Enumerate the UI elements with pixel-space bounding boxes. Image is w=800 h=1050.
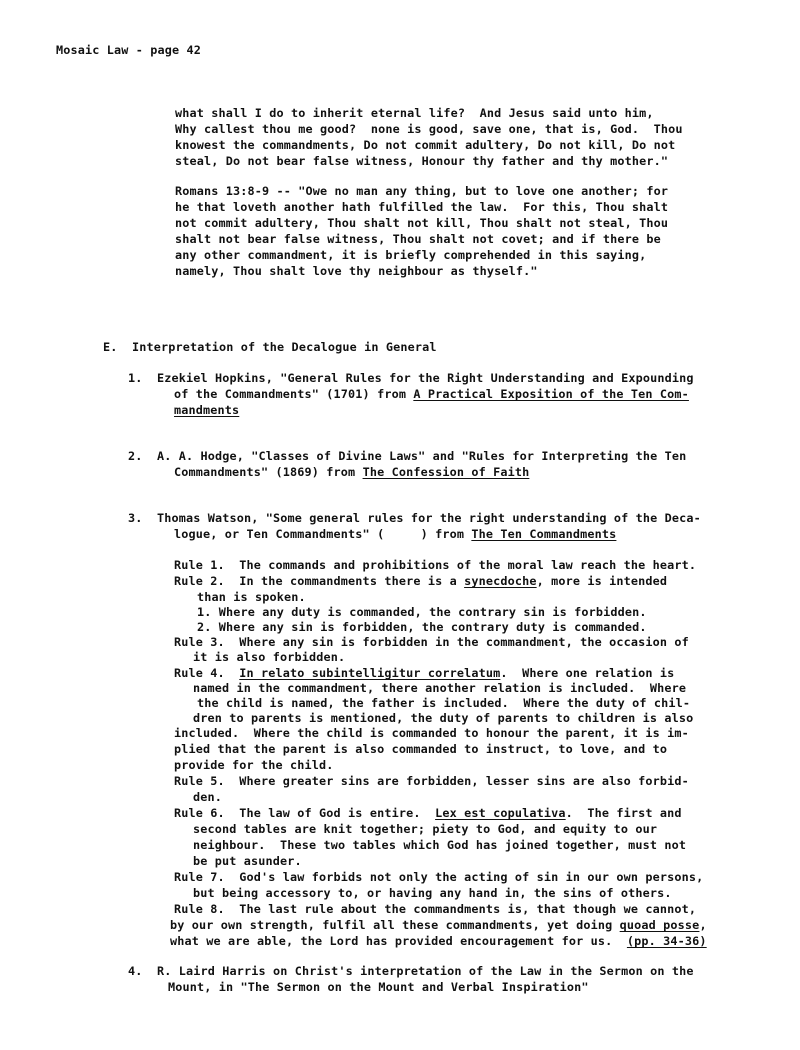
book-title: The Ten Commandments bbox=[471, 527, 617, 541]
rule-line: neighbour. These two tables which God has joined together, must not bbox=[193, 838, 687, 852]
quote-line: what shall I do to inherit eternal life? And Jesus said unto him, bbox=[175, 106, 654, 120]
item-line: 3. Thomas Watson, "Some general rules for the right understanding of the Deca- bbox=[128, 511, 701, 525]
rule-line: plied that the parent is also commanded to instruct, to love, and to bbox=[174, 742, 668, 756]
latin-term: In relato subintelligitur correlatum bbox=[239, 666, 501, 680]
latin-term: quoad posse bbox=[619, 918, 700, 932]
latin-term: synecdoche bbox=[464, 574, 537, 588]
rule-text: , bbox=[699, 918, 707, 932]
rule-text: , more is intended bbox=[536, 574, 668, 588]
item-line: 1. Ezekiel Hopkins, "General Rules for the Right Understanding and Expounding bbox=[128, 371, 694, 385]
rule-7: Rule 7. God's law forbids not only the acting of sin in our own persons, bbox=[174, 870, 704, 884]
rule-1: Rule 1. The commands and prohibitions of the moral law reach the heart. bbox=[174, 558, 697, 572]
rule-line: but being accessory to, or having any hand in, the sins of others. bbox=[193, 886, 672, 900]
item-text: of the Commandments" (1701) from bbox=[174, 387, 414, 401]
item-line: 4. R. Laird Harris on Christ's interpretation of the Law in the Sermon on the bbox=[128, 964, 694, 978]
rule-text: . The first and bbox=[565, 806, 682, 820]
item-line: 2. A. A. Hodge, "Classes of Divine Laws" and "Rules for Interpreting the Ten bbox=[128, 449, 687, 463]
item-text: logue, or Ten Commandments" ( ) from bbox=[174, 527, 472, 541]
rule-text: Rule 2. In the commandments there is a bbox=[174, 574, 465, 588]
book-title: The Confession of Faith bbox=[362, 465, 530, 479]
rule-4 bbox=[174, 665, 674, 681]
rule-text: Rule 4. bbox=[174, 666, 240, 680]
rule-line: second tables are knit together; piety to God, and equity to our bbox=[193, 822, 658, 836]
book-title: A Practical Exposition of the Ten Com- bbox=[413, 387, 689, 401]
rule-line: named in the commandment, there another relation is included. Where bbox=[193, 681, 687, 695]
page-header: Mosaic Law - page 42 bbox=[56, 43, 202, 57]
rule-text: Rule 6. The law of God is entire. bbox=[174, 806, 436, 820]
item-line bbox=[174, 386, 689, 402]
rule-line: than is spoken. bbox=[197, 590, 306, 604]
rule-text: what we are able, the Lord has provided encouragement for us. bbox=[170, 934, 627, 948]
rule-line: included. Where the child is commanded to honour the parent, it is im- bbox=[174, 726, 689, 740]
rule-text: by our own strength, fulfil all these commandments, yet doing bbox=[170, 918, 620, 932]
rule-subpoint: 2. Where any sin is forbidden, the contrary duty is commanded. bbox=[197, 620, 647, 634]
rule-line: provide for the child. bbox=[174, 758, 334, 772]
rule-line: den. bbox=[193, 790, 223, 804]
rule-5: Rule 5. Where greater sins are forbidden, lesser sins are also forbid- bbox=[174, 774, 689, 788]
quote-line: Romans 13:8-9 -- "Owe no man any thing, but to love one another; for bbox=[175, 184, 669, 198]
rule-line bbox=[170, 917, 707, 933]
rule-2 bbox=[174, 573, 667, 589]
section-heading-e: E. Interpretation of the Decalogue in General bbox=[103, 340, 437, 354]
quote-line: Why callest thou me good? none is good, save one, that is, God. Thou bbox=[175, 122, 683, 136]
rule-subpoint: 1. Where any duty is commanded, the contrary sin is forbidden. bbox=[197, 605, 647, 619]
quote-line: not commit adultery, Thou shalt not kill, Thou shalt not steal, Thou bbox=[175, 216, 669, 230]
quote-line: he that loveth another hath fulfilled the law. For this, Thou shalt bbox=[175, 200, 669, 214]
quote-line: steal, Do not bear false witness, Honour thy father and thy mother." bbox=[175, 154, 669, 168]
quote-line: any other commandment, it is briefly comprehended in this saying, bbox=[175, 248, 647, 262]
book-title: mandments bbox=[174, 403, 240, 417]
item-line: Mount, in "The Sermon on the Mount and Verbal Inspiration" bbox=[168, 980, 589, 994]
item-line bbox=[174, 464, 529, 480]
rule-8: Rule 8. The last rule about the commandments is, that though we cannot, bbox=[174, 902, 697, 916]
rule-6 bbox=[174, 805, 682, 821]
rule-line bbox=[170, 933, 707, 949]
rule-line: dren to parents is mentioned, the duty of parents to children is also bbox=[193, 711, 694, 725]
rule-line: the child is named, the father is included. Where the duty of chil- bbox=[197, 696, 691, 710]
rule-line: it is also forbidden. bbox=[193, 650, 346, 664]
page-reference: (pp. 34-36) bbox=[626, 934, 707, 948]
rule-text: . Where one relation is bbox=[500, 666, 675, 680]
quote-line: namely, Thou shalt love thy neighbour as thyself." bbox=[175, 264, 538, 278]
quote-line: knowest the commandments, Do not commit adultery, Do not kill, Do not bbox=[175, 138, 676, 152]
item-text: Commandments" (1869) from bbox=[174, 465, 363, 479]
quote-line: shalt not bear false witness, Thou shalt not covet; and if there be bbox=[175, 232, 661, 246]
latin-term: Lex est copulativa bbox=[435, 806, 566, 820]
rule-3: Rule 3. Where any sin is forbidden in the commandment, the occasion of bbox=[174, 635, 689, 649]
item-line bbox=[174, 526, 616, 542]
rule-line: be put asunder. bbox=[193, 854, 302, 868]
